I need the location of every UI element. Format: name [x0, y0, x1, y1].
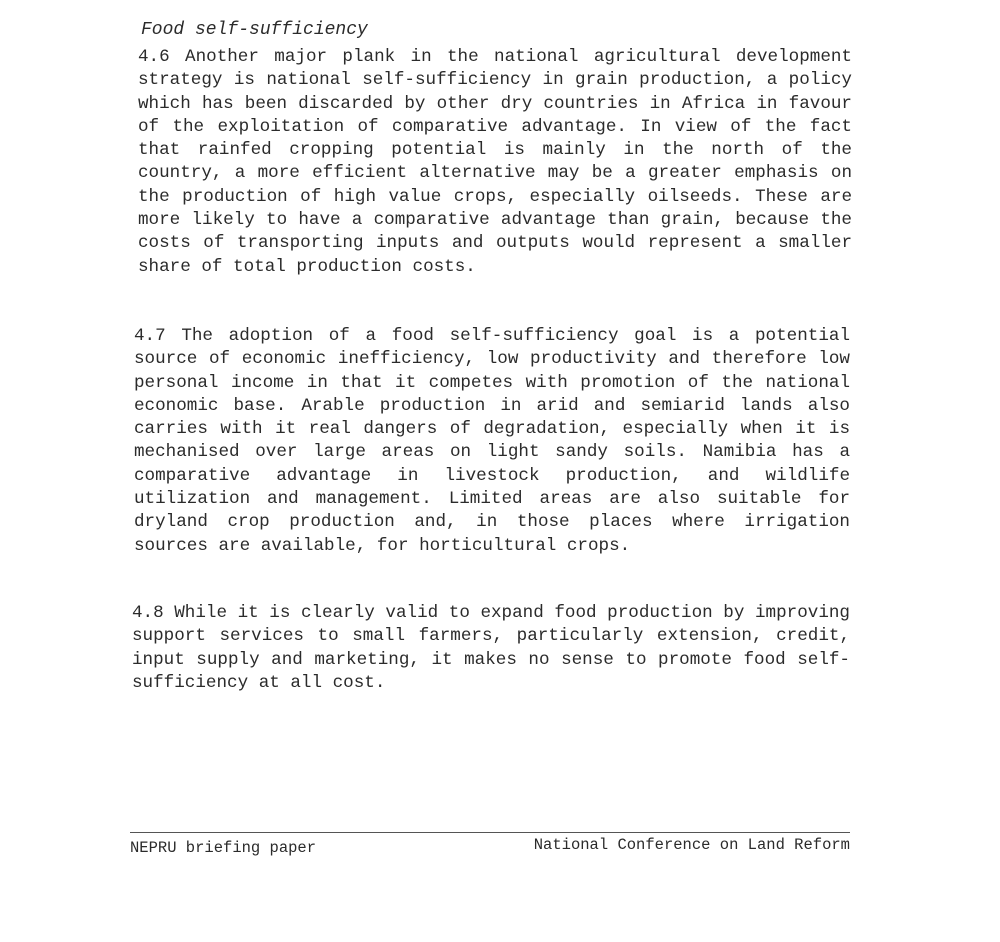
footer-divider [130, 832, 850, 833]
paragraph-4-7: 4.7 The adoption of a food self-sufficiency goal is a potential source of economic inefficiency, low productivity and therefore low personal income in that it competes with promotion of the national economic base. Arable production in arid and semiarid lands also carries with it real dangers of degradation, especially when it is mechanised over large areas on light sandy soils. Namibia has a comparative advantage in livestock production, and wildlife utilization and management. Limited areas are also suitable for dryland crop production and, in those places where irrigation sources are available, for horticultural crops. [134, 326, 850, 556]
footer-right-text: National Conference on Land Reform [533, 836, 850, 854]
paragraph-4-6: 4.6 Another major plank in the national agricultural development strategy is national self-sufficiency in grain production, a policy which has been discarded by other dry countries in Africa in favour of the exploitation of comparative advantage. In view of the fact that rainfed cropping potential is mainly in the north of the country, a more efficient alternative may be a greater emphasis on the production of high value crops, especially oilseeds. These are more likely to have a comparative advantage than grain, because the costs of transporting inputs and outputs would represent a smaller share of total production costs. [138, 47, 852, 277]
paragraph-4-8: 4.8 While it is clearly valid to expand food production by improving support services to small farmers, particularly extension, credit, input supply and marketing, it makes no sense to promote food self-sufficiency at all cost. [132, 603, 850, 693]
section-heading: Food self-sufficiency [141, 20, 368, 40]
footer-left-text: NEPRU briefing paper [130, 839, 317, 857]
